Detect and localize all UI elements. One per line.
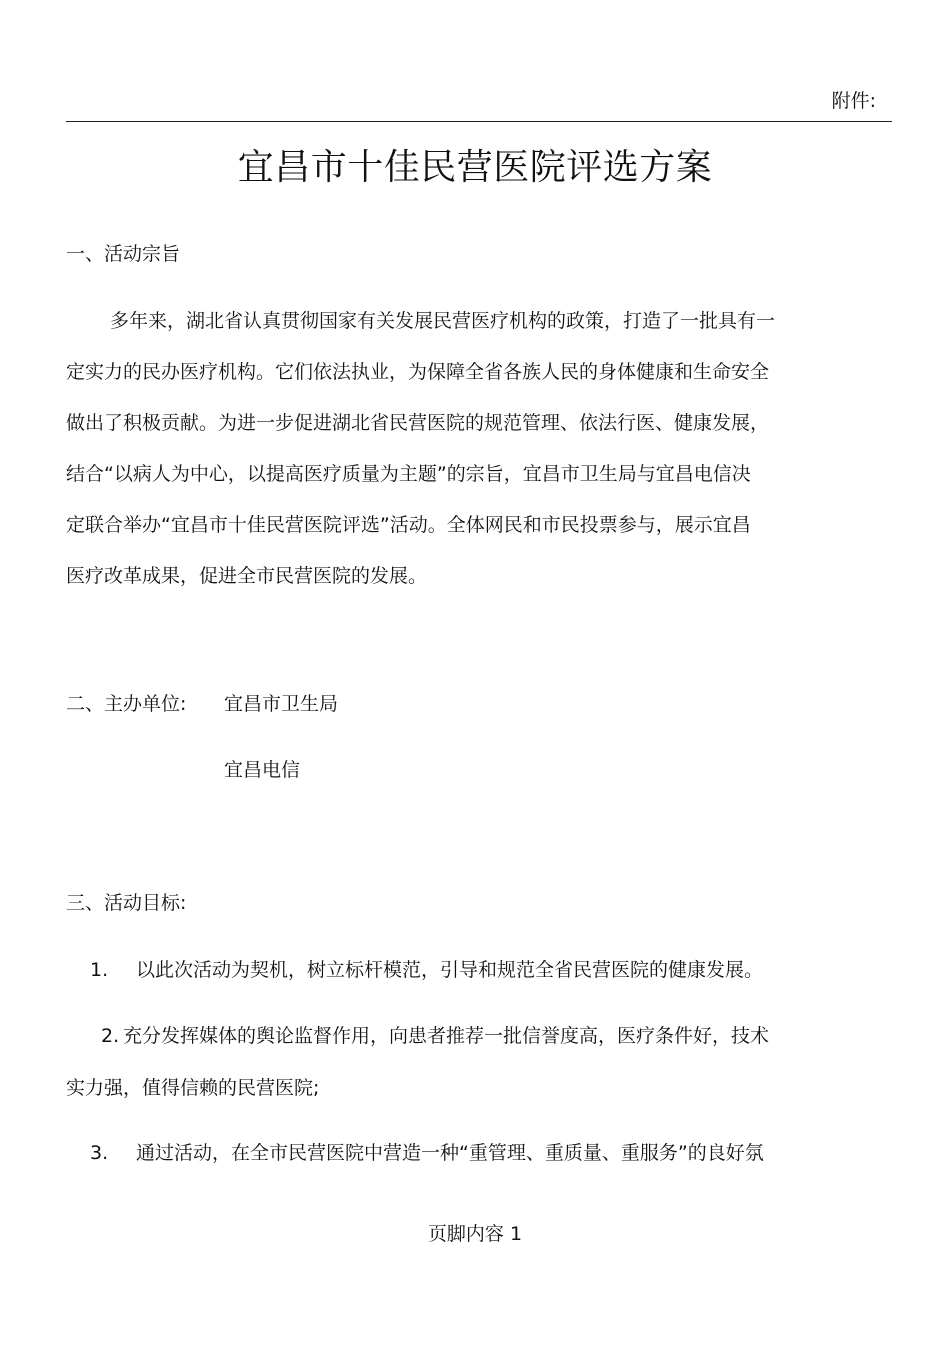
paragraph-line: 定实力的民办医疗机构。它们依法执业，为保障全省各族人民的身体健康和生命安全 xyxy=(66,361,770,383)
goal-number: 1. xyxy=(90,959,109,981)
paragraph-line: 定联合举办“宜昌市十佳民营医院评选”活动。全体网民和市民投票参与，展示宜昌 xyxy=(66,514,751,536)
page-footer: 页脚内容 1 xyxy=(427,1223,523,1245)
organizer-item: 宜昌市卫生局 xyxy=(224,693,339,715)
paragraph-line: 结合“以病人为中心，以提高医疗质量为主题”的宗旨，宜昌市卫生局与宜昌电信决 xyxy=(66,463,751,485)
goal-item-3 xyxy=(90,1140,764,1166)
goal-item-2 xyxy=(101,1023,769,1049)
organizer-item: 宜昌电信 xyxy=(224,759,301,781)
goal-text: 通过活动，在全市民营医院中营造一种“重管理、重质量、重服务”的良好氛 xyxy=(136,1142,764,1164)
goal-text: 充分发挥媒体的舆论监督作用，向患者推荐一批信誉度高，医疗条件好，技术 xyxy=(123,1025,770,1047)
goal-number: 2. xyxy=(101,1025,120,1047)
paragraph-line: 多年来，湖北省认真贯彻国家有关发展民营医疗机构的政策，打造了一批具有一 xyxy=(110,310,776,332)
goal-item-1 xyxy=(90,957,763,983)
goal-number: 3. xyxy=(90,1142,109,1164)
section2-heading: 二、主办单位: xyxy=(66,693,187,715)
goal-text: 以此次活动为契机，树立标杆模范，引导和规范全省民营医院的健康发展。 xyxy=(136,959,764,981)
attachment-label: 附件: xyxy=(831,90,876,112)
paragraph-line: 做出了积极贡献。为进一步促进湖北省民营医院的规范管理、依法行医、健康发展， xyxy=(66,412,770,434)
header-divider xyxy=(66,121,892,122)
page-title: 宜昌市十佳民营医院评选方案 xyxy=(237,147,713,188)
section3-heading: 三、活动目标: xyxy=(66,892,187,914)
paragraph-line: 医疗改革成果，促进全市民营医院的发展。 xyxy=(66,565,428,587)
section1-heading: 一、活动宗旨 xyxy=(66,243,181,265)
section1-paragraph xyxy=(66,296,846,602)
goal-item-2-continuation: 实力强，值得信赖的民营医院; xyxy=(66,1077,320,1099)
